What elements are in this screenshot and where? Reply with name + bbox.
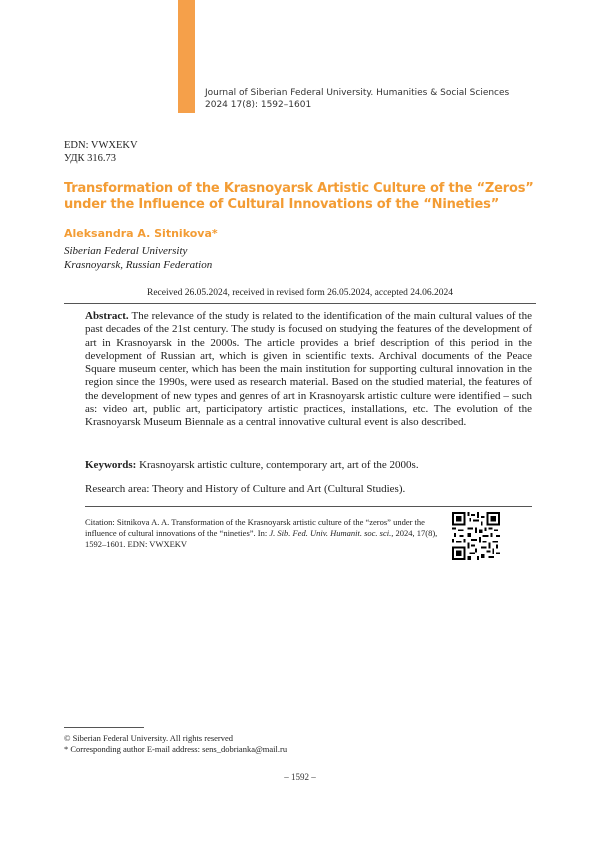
citation-prefix: Citation: Sitnikova A. A. Transformation of the Krasnoyarsk artistic culture of the “zeros” under the influence of cultural innovations of the “nineties”. In:	[85, 517, 425, 538]
abstract	[85, 310, 532, 430]
copyright-note: © Siberian Federal University. All rights reserved	[64, 733, 234, 743]
page-number: – 1592 –	[284, 772, 316, 782]
edn-code: EDN: VWXEKV	[64, 140, 138, 151]
article-identifiers	[64, 139, 138, 165]
affiliation-location: Krasnoyarsk, Russian Federation	[64, 259, 213, 271]
journal-issue: 2024 17(8): 1592–1601	[205, 100, 312, 110]
abstract-text: The relevance of the study is related to the identification of the main cultural values of the past decades of the 21st century. The study is focused on studying the features of the development of art in Krasnoyarsk in the 2000s. The article provides a brief description of this period in the development of Russian art, which is given in scientific texts. Archival documents of the Peace Square museum center, which has been the main institution for supporting cultural innovation in the region since the 1990s, were used as research material. Based on the studied material, the features of the development of new types and genres of art in Krasnoyarsk artistic culture were identified – such as: video art, public art, participatory artistic practices, installations, etc. The evolution of the Krasnoyarsk Museum Biennale as a central innovative cultural event is also described.	[85, 310, 532, 429]
corresponding-author-note: * Corresponding author E-mail address: sens_dobrianka@mail.ru	[64, 744, 288, 754]
affiliation-university: Siberian Federal University	[64, 245, 188, 257]
journal-accent-bar	[178, 0, 195, 113]
research-area: Research area: Theory and History of Culture and Art (Cultural Studies).	[85, 483, 406, 495]
author-affiliation	[64, 244, 212, 272]
journal-header	[205, 87, 509, 111]
citation-suffix: , 2024, 17(8), 1592–1601. EDN: VWXEKV	[85, 528, 438, 549]
divider	[64, 303, 536, 304]
keywords-text: Krasnoyarsk artistic culture, contemporary art, art of the 2000s.	[139, 459, 419, 471]
citation	[85, 517, 440, 550]
footnote-divider	[64, 727, 144, 728]
divider	[85, 506, 532, 507]
qr-code-icon[interactable]	[452, 512, 500, 560]
journal-name: Journal of Siberian Federal University. Humanities & Social Sciences	[205, 88, 510, 98]
citation-journal: J. Sib. Fed. Univ. Humanit. soc. sci.	[269, 528, 392, 538]
keywords-label: Keywords:	[85, 459, 137, 471]
udk-code: УДК 316.73	[64, 153, 117, 164]
keywords	[85, 459, 532, 472]
submission-dates: Received 26.05.2024, received in revised form 26.05.2024, accepted 24.06.2024	[146, 288, 454, 298]
article-title: Transformation of the Krasnoyarsk Artistic Culture of the “Zeros” under the Influence of Cultural Innovations of the “Nineties”	[64, 181, 534, 212]
author-name: Aleksandra A. Sitnikova*	[64, 227, 218, 240]
footnotes	[64, 733, 287, 755]
abstract-label: Abstract.	[85, 310, 129, 322]
